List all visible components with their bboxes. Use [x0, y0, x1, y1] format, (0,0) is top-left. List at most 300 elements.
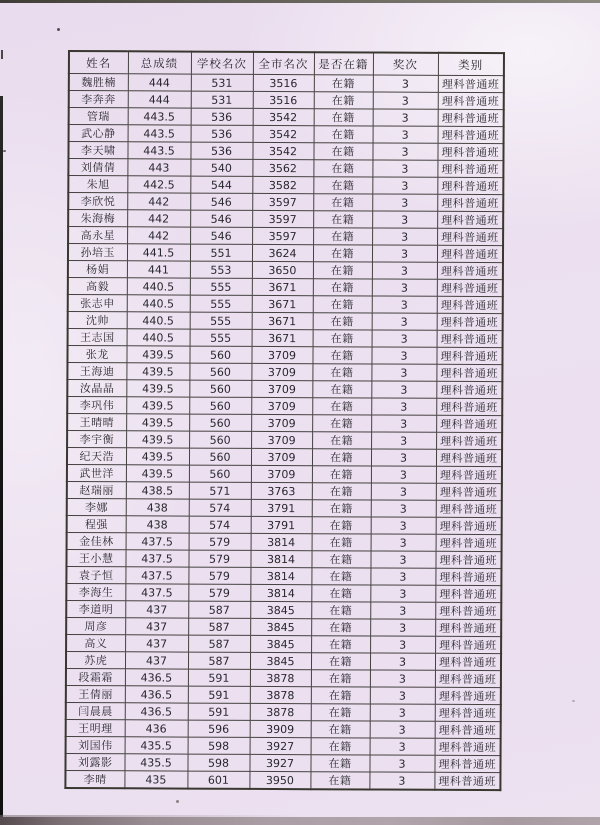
- cell-school-rank: 587: [188, 618, 250, 635]
- table-row: [68, 278, 503, 297]
- col-header-award-level: 奖次: [373, 52, 438, 75]
- cell-city-rank: 3671: [252, 329, 313, 346]
- cell-city-rank: 3878: [250, 669, 311, 686]
- cell-name: 孙培玉: [68, 244, 127, 261]
- cell-award-level: 3: [370, 738, 435, 755]
- cell-name: 周彦: [66, 617, 125, 634]
- table-row: [67, 532, 502, 551]
- scan-bottom-edge-artifact: [0, 817, 600, 825]
- cell-total-score: 443.5: [128, 108, 191, 125]
- cell-school-rank: 555: [190, 295, 252, 312]
- cell-total-score: 444: [128, 91, 191, 108]
- table-body: [65, 74, 503, 791]
- cell-category: 理科普通班: [438, 109, 504, 126]
- cell-name: 王明理: [66, 719, 125, 736]
- cell-enrollment-status: 在籍: [312, 398, 371, 415]
- cell-school-rank: 591: [188, 703, 250, 720]
- cell-category: 理科普通班: [437, 143, 503, 160]
- table-row: [68, 312, 503, 331]
- cell-award-level: 3: [372, 160, 437, 177]
- cell-name: 朱海梅: [68, 210, 127, 227]
- cell-name: 袁子恒: [66, 566, 125, 583]
- cell-school-rank: 587: [188, 635, 250, 652]
- cell-name: 刘倩倩: [68, 159, 127, 176]
- cell-enrollment-status: 在籍: [311, 636, 370, 653]
- cell-enrollment-status: 在籍: [311, 602, 370, 619]
- cell-school-rank: 598: [187, 754, 249, 771]
- cell-school-rank: 544: [190, 176, 252, 193]
- cell-name: 王海迪: [67, 363, 126, 380]
- cell-name: 李天啸: [68, 142, 127, 159]
- cell-name: 李欣悦: [68, 193, 127, 210]
- cell-award-level: 3: [370, 619, 435, 636]
- cell-award-level: 3: [371, 398, 436, 415]
- cell-award-level: 3: [369, 772, 434, 790]
- cell-category: 理科普通班: [437, 228, 503, 245]
- scan-speck-artifact: [3, 150, 6, 152]
- cell-school-rank: 574: [189, 499, 251, 516]
- cell-total-score: 438.5: [126, 482, 189, 499]
- table-row: [67, 515, 502, 534]
- cell-category: 理科普通班: [435, 619, 501, 636]
- cell-enrollment-status: 在籍: [314, 75, 373, 92]
- cell-total-score: 442: [127, 210, 190, 227]
- cell-category: 理科普通班: [435, 687, 501, 704]
- cell-category: 理科普通班: [436, 415, 502, 432]
- cell-school-rank: 591: [188, 686, 250, 703]
- table-row: [67, 346, 502, 365]
- cell-category: 理科普通班: [435, 551, 501, 568]
- cell-name: 李海生: [66, 583, 125, 600]
- cell-city-rank: 3671: [252, 278, 313, 295]
- cell-enrollment-status: 在籍: [312, 517, 371, 534]
- cell-category: 理科普通班: [436, 398, 502, 415]
- cell-city-rank: 3791: [251, 516, 312, 533]
- cell-category: 理科普通班: [437, 211, 503, 228]
- cell-name: 段霜霜: [66, 668, 125, 685]
- table-row: [67, 414, 502, 433]
- cell-enrollment-status: 在籍: [314, 109, 373, 126]
- cell-name: 武心静: [69, 125, 128, 142]
- score-ranking-table: [64, 50, 505, 791]
- cell-category: 理科普通班: [435, 738, 501, 755]
- cell-enrollment-status: 在籍: [312, 500, 371, 517]
- cell-total-score: 443.5: [127, 142, 190, 159]
- cell-category: 理科普通班: [436, 432, 502, 449]
- cell-category: 理科普通班: [434, 755, 500, 772]
- cell-name: 纪天浩: [67, 448, 126, 465]
- cell-name: 刘国伟: [66, 736, 125, 753]
- cell-enrollment-status: 在籍: [313, 313, 372, 330]
- cell-total-score: 440.5: [127, 278, 190, 295]
- cell-school-rank: 551: [190, 244, 252, 261]
- cell-enrollment-status: 在籍: [312, 483, 371, 500]
- cell-award-level: 3: [371, 534, 436, 551]
- cell-total-score: 439.5: [126, 431, 189, 448]
- table-row: [67, 363, 502, 382]
- table-row: [66, 651, 501, 670]
- cell-award-level: 3: [371, 500, 436, 517]
- cell-award-level: 3: [370, 704, 435, 721]
- cell-enrollment-status: 在籍: [313, 262, 372, 279]
- cell-category: 理科普通班: [436, 466, 502, 483]
- cell-name: 程强: [67, 515, 126, 532]
- table-row: [68, 193, 503, 212]
- cell-category: 理科普通班: [435, 568, 501, 585]
- cell-school-rank: 574: [189, 516, 251, 533]
- cell-school-rank: 579: [188, 584, 250, 601]
- cell-category: 理科普通班: [437, 160, 503, 177]
- cell-category: 理科普通班: [436, 381, 502, 398]
- table-row: [66, 634, 501, 653]
- cell-award-level: 3: [370, 602, 435, 619]
- cell-enrollment-status: 在籍: [311, 721, 370, 738]
- cell-category: 理科普通班: [435, 653, 501, 670]
- cell-award-level: 3: [371, 466, 436, 483]
- table-row: [65, 753, 500, 772]
- table-row: [68, 142, 503, 161]
- cell-city-rank: 3671: [252, 312, 313, 329]
- cell-award-level: 3: [370, 670, 435, 687]
- cell-enrollment-status: 在籍: [311, 619, 370, 636]
- cell-total-score: 436.5: [125, 703, 188, 720]
- cell-school-rank: 579: [188, 567, 250, 584]
- cell-city-rank: 3845: [250, 635, 311, 652]
- table-row: [67, 481, 502, 500]
- cell-award-level: 3: [371, 517, 436, 534]
- table-row: [67, 380, 502, 399]
- cell-enrollment-status: 在籍: [311, 704, 370, 721]
- cell-name: 汝晶晶: [67, 380, 126, 397]
- cell-enrollment-status: 在籍: [312, 432, 371, 449]
- cell-enrollment-status: 在籍: [311, 568, 370, 585]
- table-row: [66, 600, 501, 619]
- cell-total-score: 440.5: [127, 312, 190, 329]
- cell-category: 理科普通班: [438, 75, 504, 92]
- cell-school-rank: 553: [190, 261, 252, 278]
- cell-enrollment-status: 在籍: [312, 415, 371, 432]
- cell-total-score: 437.5: [125, 550, 188, 567]
- cell-city-rank: 3597: [252, 193, 313, 210]
- cell-category: 理科普通班: [436, 347, 502, 364]
- col-header-total-score: 总成绩: [128, 51, 191, 74]
- cell-total-score: 439.5: [126, 346, 189, 363]
- cell-enrollment-status: 在籍: [312, 364, 371, 381]
- cell-award-level: 3: [370, 568, 435, 585]
- cell-total-score: 437.5: [125, 584, 188, 601]
- cell-total-score: 437: [125, 601, 188, 618]
- cell-total-score: 437: [125, 618, 188, 635]
- cell-award-level: 3: [373, 109, 438, 126]
- cell-school-rank: 546: [190, 193, 252, 210]
- cell-city-rank: 3814: [250, 567, 311, 584]
- table-header-row: [69, 51, 504, 76]
- cell-city-rank: 3845: [250, 618, 311, 635]
- cell-award-level: 3: [370, 653, 435, 670]
- cell-enrollment-status: 在籍: [311, 670, 370, 687]
- cell-total-score: 439.5: [126, 363, 189, 380]
- cell-award-level: 3: [372, 262, 437, 279]
- cell-category: 理科普通班: [437, 194, 503, 211]
- cell-city-rank: 3845: [250, 652, 311, 669]
- cell-school-rank: 555: [190, 312, 252, 329]
- cell-city-rank: 3909: [250, 720, 311, 737]
- cell-city-rank: 3927: [250, 737, 311, 754]
- cell-enrollment-status: 在籍: [313, 245, 372, 262]
- table-row: [67, 498, 502, 517]
- cell-award-level: 3: [370, 721, 435, 738]
- cell-enrollment-status: 在籍: [312, 466, 371, 483]
- table-row: [67, 431, 502, 450]
- cell-name: 武世洋: [67, 464, 126, 481]
- cell-category: 理科普通班: [438, 126, 504, 143]
- table-row: [66, 617, 501, 636]
- cell-category: 理科普通班: [437, 245, 503, 262]
- cell-total-score: 444: [128, 74, 191, 91]
- cell-category: 理科普通班: [437, 330, 503, 347]
- cell-award-level: 3: [372, 245, 437, 262]
- col-header-school-rank: 学校名次: [191, 52, 253, 75]
- table-row: [68, 159, 503, 178]
- cell-enrollment-status: 在籍: [311, 551, 370, 568]
- cell-award-level: 3: [373, 92, 438, 109]
- cell-enrollment-status: 在籍: [312, 347, 371, 364]
- cell-award-level: 3: [370, 687, 435, 704]
- cell-enrollment-status: 在籍: [312, 534, 371, 551]
- cell-school-rank: 560: [189, 363, 251, 380]
- cell-school-rank: 546: [190, 227, 252, 244]
- cell-award-level: 3: [371, 449, 436, 466]
- cell-city-rank: 3927: [249, 754, 310, 771]
- scan-speck-artifact: [57, 28, 60, 31]
- cell-city-rank: 3763: [251, 482, 312, 499]
- cell-total-score: 443.5: [128, 125, 191, 142]
- cell-award-level: 3: [372, 228, 437, 245]
- cell-category: 理科普通班: [437, 313, 503, 330]
- cell-city-rank: 3814: [250, 584, 311, 601]
- cell-name: 赵瑞丽: [67, 481, 126, 498]
- cell-total-score: 441.5: [127, 244, 190, 261]
- cell-name: 李巩伟: [67, 397, 126, 414]
- cell-total-score: 436.5: [125, 686, 188, 703]
- col-header-city-rank: 全市名次: [253, 52, 314, 75]
- table-row: [66, 736, 501, 755]
- cell-enrollment-status: 在籍: [314, 126, 373, 143]
- cell-name: 李奔奔: [69, 91, 128, 108]
- cell-enrollment-status: 在籍: [313, 160, 372, 177]
- cell-city-rank: 3878: [250, 686, 311, 703]
- cell-name: 李道明: [66, 600, 125, 617]
- cell-name: 王晴晴: [67, 414, 126, 431]
- cell-name: 王倩丽: [66, 685, 125, 702]
- cell-city-rank: 3597: [252, 227, 313, 244]
- cell-name: 张志申: [68, 295, 127, 312]
- cell-award-level: 3: [369, 755, 434, 772]
- cell-name: 管瑞: [69, 108, 128, 125]
- cell-school-rank: 560: [189, 346, 251, 363]
- cell-award-level: 3: [371, 415, 436, 432]
- cell-city-rank: 3562: [252, 159, 313, 176]
- cell-total-score: 439.5: [126, 397, 189, 414]
- table-row: [68, 176, 503, 195]
- cell-city-rank: 3709: [251, 465, 312, 482]
- cell-total-score: 435.5: [125, 737, 188, 754]
- table-row: [68, 210, 503, 229]
- table-row: [66, 566, 501, 585]
- cell-school-rank: 560: [189, 380, 251, 397]
- cell-enrollment-status: 在籍: [310, 772, 369, 790]
- cell-city-rank: 3582: [252, 176, 313, 193]
- cell-category: 理科普通班: [435, 585, 501, 602]
- cell-category: 理科普通班: [436, 517, 502, 534]
- cell-city-rank: 3709: [251, 380, 312, 397]
- cell-name: 高义: [66, 634, 125, 651]
- cell-city-rank: 3709: [251, 346, 312, 363]
- cell-school-rank: 560: [189, 431, 251, 448]
- cell-city-rank: 3542: [252, 142, 313, 159]
- cell-school-rank: 591: [188, 669, 250, 686]
- table-row: [66, 549, 501, 568]
- cell-enrollment-status: 在籍: [313, 296, 372, 313]
- cell-name: 沈帅: [68, 312, 127, 329]
- cell-total-score: 439.5: [126, 465, 189, 482]
- cell-city-rank: 3650: [252, 261, 313, 278]
- cell-name: 张龙: [67, 346, 126, 363]
- cell-award-level: 3: [372, 313, 437, 330]
- cell-school-rank: 579: [189, 533, 251, 550]
- cell-total-score: 435: [124, 771, 187, 789]
- cell-enrollment-status: 在籍: [311, 687, 370, 704]
- cell-name: 魏胜楠: [69, 74, 128, 91]
- cell-total-score: 436.5: [125, 669, 188, 686]
- cell-city-rank: 3597: [252, 210, 313, 227]
- cell-name: 朱旭: [68, 176, 127, 193]
- cell-total-score: 441: [127, 261, 190, 278]
- cell-name: 苏虎: [66, 651, 125, 668]
- cell-school-rank: 579: [188, 550, 250, 567]
- cell-enrollment-status: 在籍: [311, 585, 370, 602]
- table-row: [66, 583, 501, 602]
- cell-city-rank: 3791: [251, 499, 312, 516]
- table-row: [68, 329, 503, 348]
- cell-total-score: 440.5: [127, 329, 190, 346]
- cell-total-score: 442: [127, 193, 190, 210]
- table-row: [66, 668, 501, 687]
- cell-city-rank: 3516: [253, 91, 314, 108]
- cell-enrollment-status: 在籍: [313, 143, 372, 160]
- cell-name: 高永星: [68, 227, 127, 244]
- cell-category: 理科普通班: [437, 279, 503, 296]
- cell-total-score: 439.5: [126, 380, 189, 397]
- cell-enrollment-status: 在籍: [313, 177, 372, 194]
- cell-name: 王志国: [68, 329, 127, 346]
- cell-category: 理科普通班: [436, 364, 502, 381]
- cell-total-score: 438: [126, 499, 189, 516]
- table-row: [65, 770, 500, 790]
- cell-category: 理科普通班: [435, 602, 501, 619]
- cell-award-level: 3: [371, 347, 436, 364]
- cell-award-level: 3: [372, 143, 437, 160]
- cell-school-rank: 596: [188, 720, 250, 737]
- cell-award-level: 3: [371, 381, 436, 398]
- table-row: [67, 448, 502, 467]
- cell-school-rank: 560: [189, 397, 251, 414]
- cell-enrollment-status: 在籍: [313, 228, 372, 245]
- cell-category: 理科普通班: [436, 534, 502, 551]
- scan-left-edge-artifact: [0, 96, 3, 825]
- col-header-category: 类别: [438, 53, 504, 76]
- table-row: [69, 74, 504, 93]
- cell-name: 闫晨晨: [66, 702, 125, 719]
- table-row: [66, 719, 501, 738]
- cell-category: 理科普通班: [435, 636, 501, 653]
- cell-school-rank: 571: [189, 482, 251, 499]
- cell-enrollment-status: 在籍: [313, 194, 372, 211]
- scan-left-dash-artifact: [1, 50, 3, 59]
- cell-enrollment-status: 在籍: [313, 330, 372, 347]
- cell-total-score: 439.5: [126, 414, 189, 431]
- cell-school-rank: 587: [188, 652, 250, 669]
- cell-name: 王小慧: [66, 549, 125, 566]
- cell-school-rank: 531: [191, 74, 253, 91]
- cell-city-rank: 3709: [251, 397, 312, 414]
- cell-total-score: 442: [127, 227, 190, 244]
- cell-enrollment-status: 在籍: [310, 755, 369, 772]
- cell-city-rank: 3516: [253, 74, 314, 91]
- cell-award-level: 3: [370, 551, 435, 568]
- cell-category: 理科普通班: [437, 296, 503, 313]
- cell-enrollment-status: 在籍: [313, 211, 372, 228]
- cell-total-score: 437: [125, 652, 188, 669]
- cell-name: 李宇衡: [67, 431, 126, 448]
- cell-category: 理科普通班: [434, 772, 500, 790]
- cell-category: 理科普通班: [436, 483, 502, 500]
- table-row: [68, 295, 503, 314]
- cell-award-level: 3: [373, 126, 438, 143]
- cell-total-score: 438: [126, 516, 189, 533]
- table-row: [69, 91, 504, 110]
- cell-category: 理科普通班: [435, 721, 501, 738]
- cell-city-rank: 3814: [251, 533, 312, 550]
- cell-enrollment-status: 在籍: [311, 653, 370, 670]
- table-row: [67, 397, 502, 416]
- cell-award-level: 3: [371, 364, 436, 381]
- cell-enrollment-status: 在籍: [311, 738, 370, 755]
- scan-top-edge-artifact: [0, 0, 600, 3]
- cell-category: 理科普通班: [437, 177, 503, 194]
- cell-name: 高毅: [68, 278, 127, 295]
- cell-award-level: 3: [372, 177, 437, 194]
- cell-award-level: 3: [370, 636, 435, 653]
- table-row: [68, 227, 503, 246]
- cell-school-rank: 601: [187, 771, 249, 789]
- cell-total-score: 435.5: [124, 754, 187, 771]
- cell-award-level: 3: [372, 296, 437, 313]
- cell-enrollment-status: 在籍: [313, 279, 372, 296]
- cell-total-score: 437: [125, 635, 188, 652]
- cell-total-score: 442.5: [127, 176, 190, 193]
- cell-award-level: 3: [372, 211, 437, 228]
- cell-name: 杨娟: [68, 261, 127, 278]
- cell-city-rank: 3845: [250, 601, 311, 618]
- cell-city-rank: 3671: [252, 295, 313, 312]
- scan-speck-artifact: [176, 800, 179, 803]
- cell-category: 理科普通班: [438, 92, 504, 109]
- cell-name: 刘露影: [65, 753, 124, 770]
- table-row: [66, 685, 501, 704]
- cell-category: 理科普通班: [436, 449, 502, 466]
- cell-award-level: 3: [372, 330, 437, 347]
